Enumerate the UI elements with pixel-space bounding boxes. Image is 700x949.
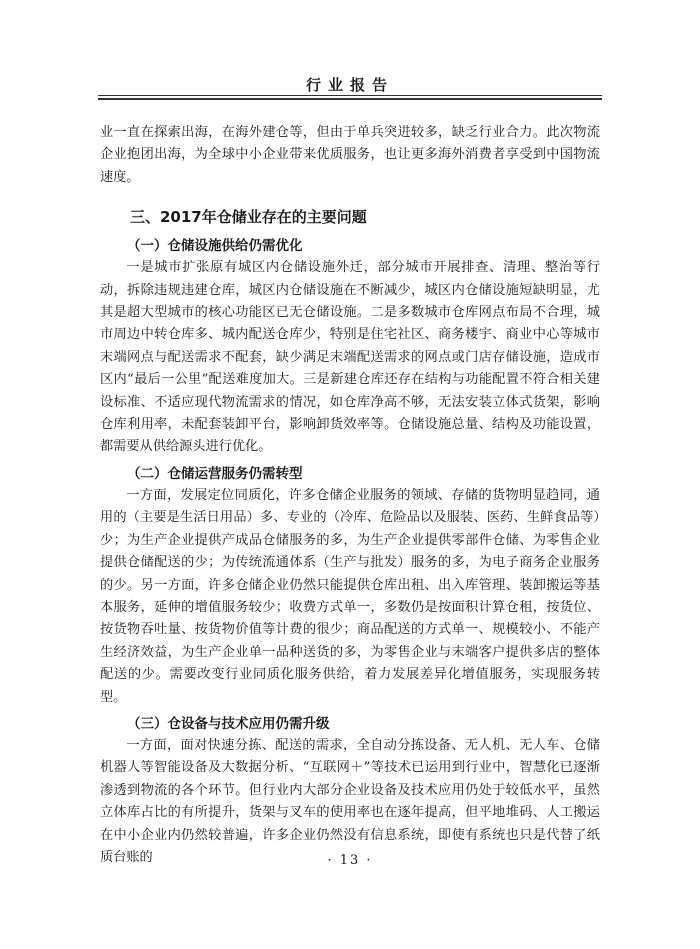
subsection-heading-3: （三）仓设备与技术应用仍需升级 (127, 715, 330, 732)
running-header-title: 行业报告 (305, 76, 394, 94)
header-divider-thick (98, 98, 602, 100)
continued-paragraph: 业一直在探索出海，在海外建仓等，但由于单兵突进较多，缺乏行业合力。此次物流企业抱团出海，为全球中小企业带来优质服务，也让更多海外消费者享受到中国物流速度。 (100, 125, 600, 185)
page-number: · 13 · (327, 853, 373, 868)
subsection-body-1: 一是城市扩张原有城区内仓储设施外迁，部分城市开展排查、清理、整治等行动，拆除违规违建仓库，城区内仓储设施在不断减少，城区内仓储设施短缺明显，尤其是超大型城市的核心功能区已无仓储设施。二是多数城市仓库网点布局不合理，城市周边中转仓库多、城内配送仓库少，特别是住宅社区、商务楼宇、商业中心等城市末端网点与配送需求不配套，缺少满足末端配送需求的网点或门店存储设施，造成市区内“最后一公里”配送难度加大。三是新建仓库还存在结构与功能配置不符合相关建设标准、不适应现代物流需求的情况，如仓库净高不够，无法安装立体式货架，影响仓库利用率，未配套装卸平台，影响卸货效率等。仓储设施总量、结构及功能设置，都需要从供给源头进行优化。 (100, 260, 600, 455)
section-heading: 三、2017年仓储业存在的主要问题 (130, 208, 367, 227)
subsection-heading-1: （一）仓储设施供给仍需优化 (127, 238, 303, 255)
header-divider-thin (98, 95, 602, 96)
subsection-body-3: 一方面，面对快速分拣、配送的需求，全自动分拣设备、无人机、无人车、仓储机器人等智能设备及大数据分析、“互联网＋”等技术已运用到行业中，智慧化已逐渐渗透到物流的各个环节。但行业内大部分企业设备及技术应用仍处于较低水平，虽然立体库占比的有所提升，货架与叉车的使用率也在逐年提高，但平地堆码、人工搬运在中小企业内仍然较普遍，许多企业仍然没有信息系统，即使有系统也只是代替了纸质台账的 (100, 737, 600, 865)
article-body (100, 122, 600, 869)
subsection-body-2: 一方面，发展定位同质化，许多仓储企业服务的领域、存储的货物明显趋同，通用的（主要是生活日用品）多、专业的（冷库、危险品以及服装、医药、生鲜食品等）少；为生产企业提供产成品仓储服务的多，为生产企业提供零部件仓储、为零售企业提供仓储配送的少；为传统流通体系（生产与批发）服务的多，为电子商务企业服务的少。另一方面，许多仓储企业仍然只能提供仓库出租、出入库管理、装卸搬运等基本服务，延伸的增值服务较少；收费方式单一，多数仍是按面积计算仓租，按货位、按货物吞吐量、按货物价值等计费的很少；商品配送的方式单一、规模较小、不能产生经济效益，为生产企业单一品种送货的多，为零售企业与末端客户提供多店的整体配送的少。需要改变行业同质化服务供给，着力发展差异化增值服务，实现服务转型。 (100, 487, 600, 705)
subsection-heading-2: （二）仓储运营服务仍需转型 (127, 465, 303, 482)
